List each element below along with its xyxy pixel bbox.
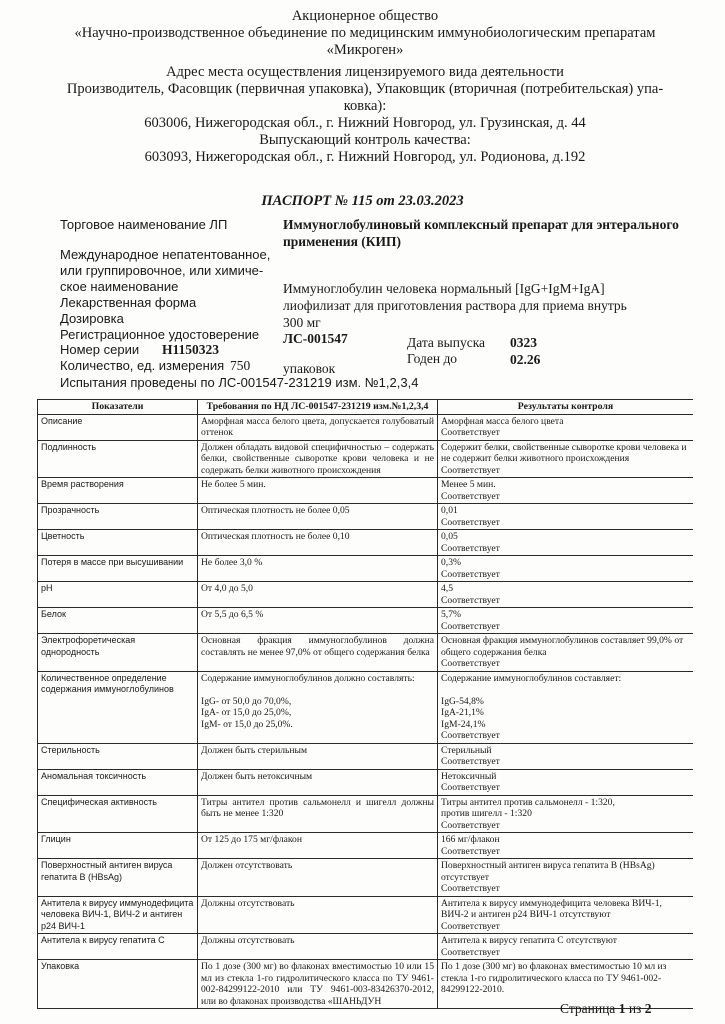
batch-value: H1150323 xyxy=(162,342,220,357)
indicator-cell: Время растворения xyxy=(38,478,198,504)
quantity-label: Количество, ед. измерения xyxy=(60,358,225,373)
form-value: лиофилизат для приготовления раствора для приема внутрь xyxy=(283,298,627,313)
header-line-4: Адрес места осуществления лицензируемого вида деятельности xyxy=(166,64,564,80)
header-line-5: Производитель, Фасовщик (первичная упаковка), Упаковщик (вторичная (потребительская) упа- xyxy=(66,81,664,97)
inn-label-1: Международное непатентованное, xyxy=(60,247,271,262)
requirement-cell: Должен быть стерильным xyxy=(198,743,438,769)
batch-label: Номер серии xyxy=(60,342,140,357)
requirement-cell: От 4,0 до 5,0 xyxy=(198,582,438,608)
header-cell: Результаты контроля xyxy=(438,400,694,415)
requirement-cell: Не более 5 мин. xyxy=(198,478,438,504)
trade-name-value-2: применения (КИП) xyxy=(283,234,402,249)
indicator-cell: Электрофоретическая однородность xyxy=(38,634,198,672)
requirement-cell: Содержание иммуноглобулинов должно составлять: IgG- от 50,0 до 70,0%, IgA- от 15,0 до 25,0%, IgM- от 15,0 до 25,0%. xyxy=(198,671,438,743)
result-cell: Стерильный Соответствует xyxy=(438,743,694,769)
table-row xyxy=(38,440,694,478)
result-cell: Антитела к вирусу гепатита С отсутствуют Соответствует xyxy=(438,934,694,960)
requirement-cell: Должен быть нетоксичным xyxy=(198,769,438,795)
result-cell: Нетоксичный Соответствует xyxy=(438,769,694,795)
table-row xyxy=(38,582,694,608)
requirement-cell: От 125 до 175 мг/флакон xyxy=(198,833,438,859)
requirement-cell: По 1 дозе (300 мг) во флаконах вместимостью 10 или 15 мл из стекла 1-го гидролитического класса по ТУ 9461-002-84299122-2010 или ТУ 9461-003-83426370-2012, или во флаконах производства «ШАНЬДУН xyxy=(198,960,438,1009)
release-value: 0323 xyxy=(510,335,537,350)
table-row xyxy=(38,859,694,897)
requirement-cell: Должны отсутствовать xyxy=(198,896,438,934)
table-row xyxy=(38,896,694,934)
indicator-cell: Подлинность xyxy=(38,440,198,478)
page-total: 2 xyxy=(644,1001,652,1016)
dose-value: 300 мг xyxy=(283,315,321,330)
requirement-cell: Оптическая плотность не более 0,05 xyxy=(198,504,438,530)
page-footer xyxy=(560,1001,652,1017)
indicator-cell: Количественное определение содержания иммуноглобулинов xyxy=(38,671,198,743)
result-cell: Основная фракция иммуноглобулинов составляет 99,0% от общего содержания белка Соответствует xyxy=(438,634,694,672)
requirement-cell: Должен отсутствовать xyxy=(198,859,438,897)
indicator-cell: Стерильность xyxy=(38,743,198,769)
header-line-1: Акционерное общество xyxy=(291,8,439,24)
inn-label-2: или группировочное, или химиче- xyxy=(60,263,264,278)
table-row xyxy=(38,478,694,504)
result-cell: Поверхностный антиген вируса гепатита В (HBsAg) отсутствует Соответствует xyxy=(438,859,694,897)
indicator-cell: Белок xyxy=(38,608,198,634)
header-line-3: «Микроген» xyxy=(326,42,404,58)
requirement-cell: Основная фракция иммуноглобулинов должна составлять не менее 97,0% от общего содержания белка xyxy=(198,634,438,672)
indicator-cell: Цветность xyxy=(38,530,198,556)
indicator-cell: Антитела к вирусу иммунодефицита человека ВИЧ-1, ВИЧ-2 и антиген p24 ВИЧ-1 xyxy=(38,896,198,934)
page-current: 1 xyxy=(618,1001,626,1016)
dose-label: Дозировка xyxy=(60,311,124,326)
requirement-cell: Оптическая плотность не более 0,10 xyxy=(198,530,438,556)
header-line-7: 603006, Нижегородская обл., г. Нижний Новгород, ул. Грузинская, д. 44 xyxy=(144,115,586,131)
indicator-cell: Упаковка xyxy=(38,960,198,1009)
table-body xyxy=(38,414,694,1009)
indicator-cell: Глицин xyxy=(38,833,198,859)
result-cell: 5,7% Соответствует xyxy=(438,608,694,634)
requirement-cell: Аморфная масса белого цвета, допускается голубоватый оттенок xyxy=(198,414,438,440)
requirement-cell: Должен обладать видовой специфичностью – содержать белки, свойственные сыворотке крови человека и не содержать белки животного происхождения xyxy=(198,440,438,478)
release-label: Дата выпуска xyxy=(407,335,486,350)
table-row xyxy=(38,671,694,743)
table-row xyxy=(38,634,694,672)
reg-label: Регистрационное удостоверение xyxy=(60,327,260,342)
requirement-cell: От 5,5 до 6,5 % xyxy=(198,608,438,634)
expiry-value: 02.26 xyxy=(510,352,541,367)
table-row xyxy=(38,769,694,795)
table-row xyxy=(38,743,694,769)
spec-table xyxy=(37,399,693,1009)
table-row xyxy=(38,414,694,440)
spec-table-container xyxy=(37,399,693,1013)
table-row xyxy=(38,608,694,634)
result-cell: Антитела к вирусу иммунодефицита человека ВИЧ-1, ВИЧ-2 и антиген p24 ВИЧ-1 отсутствуют Соответствует xyxy=(438,896,694,934)
result-cell: 4,5 Соответствует xyxy=(438,582,694,608)
page-prefix: Страница xyxy=(560,1001,616,1016)
indicator-cell: pH xyxy=(38,582,198,608)
result-cell: 0,3% Соответствует xyxy=(438,556,694,582)
indicator-cell: Поверхностный антиген вируса гепатита В (HBsAg) xyxy=(38,859,198,897)
expiry-label: Годен до xyxy=(407,351,458,366)
inn-label-3: ское наименование xyxy=(60,279,179,294)
table-row xyxy=(38,934,694,960)
table-row xyxy=(38,833,694,859)
requirement-cell: Должны отсутствовать xyxy=(198,934,438,960)
form-label: Лекарственная форма xyxy=(60,295,197,310)
table-header-row xyxy=(38,400,694,415)
quantity-unit: упаковок xyxy=(283,361,336,376)
quantity-value: 750 xyxy=(230,358,251,373)
result-cell: Содержание иммуноглобулинов составляет: IgG-54,8% IgA-21,1% IgM-24,1% Соответствует xyxy=(438,671,694,743)
requirement-cell: Титры антител против сальмонелл и шигелл должны быть не менее 1:320 xyxy=(198,795,438,833)
result-cell: Содержит белки, свойственные сыворотке крови человека и не содержит белки животного происхождения Соответствует xyxy=(438,440,694,478)
table-row xyxy=(38,795,694,833)
indicator-cell: Прозрачность xyxy=(38,504,198,530)
result-cell: Аморфная масса белого цвета Соответствует xyxy=(438,414,694,440)
result-cell: 0,01 Соответствует xyxy=(438,504,694,530)
trade-name-label: Торговое наименование ЛП xyxy=(60,217,228,232)
table-row xyxy=(38,556,694,582)
result-cell: Менее 5 мин. Соответствует xyxy=(438,478,694,504)
reg-value: ЛС-001547 xyxy=(283,331,348,346)
header-line-9: 603093, Нижегородская обл., г. Нижний Новгород, ул. Родионова, д.192 xyxy=(144,149,586,165)
table-row xyxy=(38,504,694,530)
header-cell: Показатели xyxy=(38,400,198,415)
result-cell: По 1 дозе (300 мг) во флаконах вместимостью 10 мл из стекла 1-го гидролитического класса по ТУ 9461-002-84299122-2010. xyxy=(438,960,694,1009)
page-separator: из xyxy=(628,1001,642,1016)
result-cell: Титры антител против сальмонелл - 1:320, против шигелл - 1:320 Соответствует xyxy=(438,795,694,833)
header-cell: Требования по НД ЛС-001547-231219 изм.№1,2,3,4 xyxy=(198,400,438,415)
header-line-8: Выпускающий контроль качества: xyxy=(259,132,471,148)
result-cell: 166 мг/флакон Соответствует xyxy=(438,833,694,859)
indicator-cell: Антитела к вирусу гепатита С xyxy=(38,934,198,960)
tests-line: Испытания проведены по ЛС-001547-231219 изм. №1,2,3,4 xyxy=(60,375,419,390)
result-cell: 0,05 Соответствует xyxy=(438,530,694,556)
indicator-cell: Специфическая активность xyxy=(38,795,198,833)
requirement-cell: Не более 3,0 % xyxy=(198,556,438,582)
indicator-cell: Аномальная токсичность xyxy=(38,769,198,795)
indicator-cell: Описание xyxy=(38,414,198,440)
trade-name-value-1: Иммуноглобулиновый комплексный препарат для энтерального xyxy=(283,217,679,232)
header-line-6: ковка): xyxy=(343,98,387,114)
passport-title: ПАСПОРТ № 115 от 23.03.2023 xyxy=(261,193,464,209)
indicator-cell: Потеря в массе при высушивании xyxy=(38,556,198,582)
header-line-2: «Научно-производственное объединение по медицинским иммунобиологическим препаратам xyxy=(74,25,656,41)
inn-value: Иммуноглобулин человека нормальный [IgG+IgM+IgA] xyxy=(283,281,605,296)
table-row xyxy=(38,530,694,556)
